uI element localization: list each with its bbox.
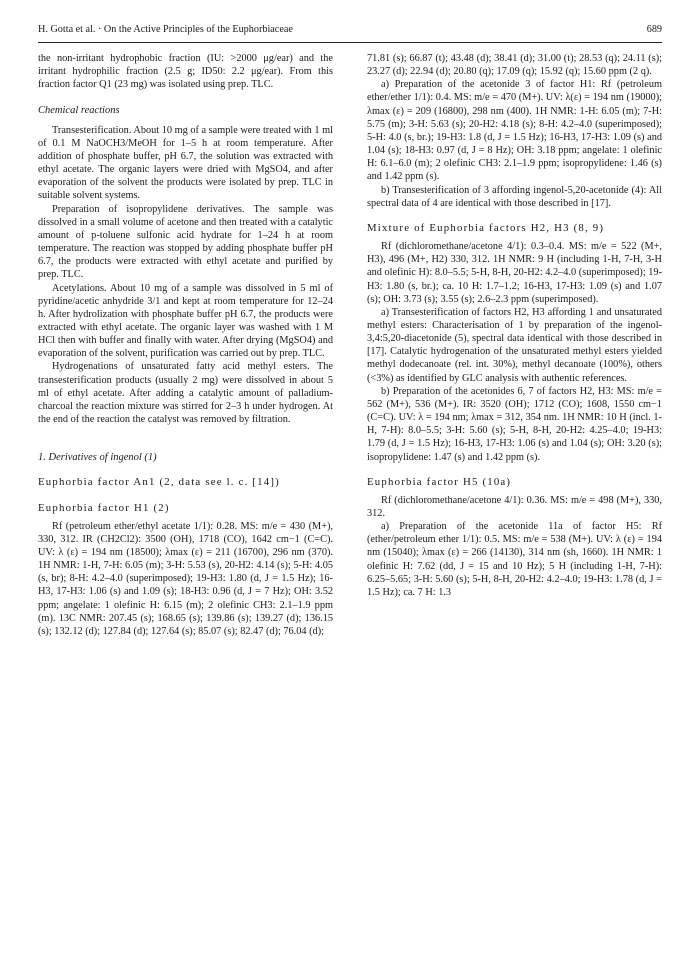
acetylations-paragraph: Acetylations. About 10 mg of a sample was dissolved in 5 ml of pyridine/acetic anhydride 3/1 and kept at room temperature for 12–24 h. After hydrolization with phosphate buffer pH 6.7, the products were extracted with ethyl acetate. The organic layer was washed with 1 M HCl then with buffer and finally with water. After drying (MgSO4) and evaporation of the solvent, purification was carried out by prep. TLC. [38, 282, 333, 360]
mixture-transesterification: a) Transesterification of factors H2, H3 affording 1 and unsaturated methyl esters: Characterisation of 1 by preparation of the ingenol-3,4:5,20-diacetonide (5), spectral data identical with those described in [17]. Catalytic hydrogenation of the unsaturated methyl esters yielded methyl dodecanoate (rel. int. 30%), methyl decanoate (100%), others (<3%) as identified by GLC analysis with authentic references. [367, 306, 662, 384]
heading-factor-h5: Euphorbia factor H5 (10a) [367, 475, 512, 488]
transesterification-paragraph: Transesterification. About 10 mg of a sample were treated with 1 ml of 0.1 M NaOCH3/MeOH for 1–5 h at room temperature. After addition of phosphate buffer, pH 6.7, the solution was extracted with ethyl acetate. The organic layers were dried with MgSO4, and after evaporation of the solvent the products were isolated by prep. TLC in suitable solvent systems. [38, 124, 334, 202]
acetonide-3-paragraph: a) Preparation of the acetonide 3 of factor H1: Rf (petroleum ether/ether 1/1): 0.4. MS: m/e = 470 (M+). UV: λ(ε) = 194 nm (19000); λmax (ε) = 209 (16800), 298 nm (400). 1H NMR: 1-H: 6.05 (m); 7-H: 5.75 (m); 3-H: 5.63 (s); 20-H2: 4.18 (s); 8-H: 4.2–4.0 (superimposed); 5-H: 4.0 (s, br.); 19-H3: 1.8 (d, J = 1.5 Hz); 16-H3, 17-H3: 1.09 (s) and 1.04 (s); 18-H3: 0.97 (d, J = 8 Hz); OH: 3.18 ppm; angelate: 1 olefinic H: 6.1–6.0 (m); 2 olefinic CH3: 2.1–1.9 ppm; isopropylidene: 1.46 (s) and 1.42 ppm (s). [367, 79, 662, 183]
running-header [38, 20, 662, 43]
heading-factor-an1: Euphorbia factor An1 (2, data see l. c. [14]) [38, 476, 280, 489]
section-heading-ingenol: 1. Derivatives of ingenol (1) [38, 452, 157, 464]
right-column [367, 52, 662, 599]
mixture-acetonides: b) Preparation of the acetonides 6, 7 of factors H2, H3: MS: m/e = 562 (M+), 536 (M+). IR: 3520 (OH); 1712 (CO); 1608, 1550 cm−1 (C=C). UV: λ = 194 nm; λmax = 312, 354 nm. 1H NMR: 10 H (incl. 1-H, 7-H): 8.0–5.5; 3-H: 5.60 (s); 5-H, 8-H, 20-H2: 4.25–4.0; 19-H3: 1.79 (d, J = 1.5 Hz); 16-H3, 17-H3: 1.06 (s) and 1.04 (s); OH: 3.20 (s); isopropylidene: 1.47 (s) and 1.42 ppm (s). [367, 385, 662, 463]
hydrogenations-paragraph: Hydrogenations of unsaturated fatty acid methyl esters. The transesterification products (usually 2 mg) were dissolved in about 5 ml of ethyl acetate. After adding a catalytic amount of palladium-charcoal the reaction mixture was stirred for 2–3 h under hydrogen. At the end of the reaction the catalyst was removed by filtration. [38, 361, 333, 426]
factor-h1-data: Rf (petroleum ether/ethyl acetate 1/1): 0.28. MS: m/e = 430 (M+), 330, 312. IR (CH2Cl2): 3500 (OH), 1718 (CO), 1642 cm−1 (C=C). UV: λ (ε) = 194 nm (18500); λmax (ε) = 211 (16700), 296 nm (370). 1H NMR: 1-H, 7-H: 6.05 (m); 3-H: 5.53 (s), 20-H2: 4.14 (s); 5-H: 4.05 (s, br); 8-H: 4.2–4.0 (superimposed); 19-H3: 1.80 (d, J = 1.5 Hz); 16-H3, 17-H3: 1.06 (s) and 1.09 (s); 18-H3: 0.96 (d, J = 7 Hz); OH: 3.52 ppm; angelate: 1 olefinic H: 6.15 (m); 2 olefinic CH3: 2.1–1.9 ppm (m). 13C NMR: 207.45 (s); 168.65 (s); 139.86 (s); 139.27 (d); 136.15 (s); 132.12 (d); 127.84 (d); 127.64 (s); 85.07 (s); 82.47 (d); 76.04 (d); [38, 520, 333, 637]
running-title: H. Gotta et al. · On the Active Principles of the Euphorbiaceae [38, 24, 293, 35]
nmr-continuation: 71.81 (s); 66.87 (t); 43.48 (d); 38.41 (d); 31.00 (t); 28.53 (q); 24.11 (s); 23.27 (d); 22.94 (d); 20.80 (q); 17.09 (q); 15.92 (q); 15.60 ppm (2 q). [367, 53, 662, 78]
mixture-data: Rf (dichloromethane/acetone 4/1): 0.3–0.4. MS: m/e = 522 (M+, H3), 496 (M+, H2) 330, 312. 1H NMR: 9 H (including 1-H, 7-H, 3-H and olefinic H): 8.0–5.5; 5-H, 8-H, 20-H2: 4.2–4.0 (superimposed); 19-H3: 1.80 (s, br.); ca. 10 H: 1.7–1.2; 16-H3, 17-H3: 1.09 (s) and 1.07 (s); OH: 3.73 (s); 3.55 (s); 2.6–2.3 ppm (superimposed). [367, 241, 662, 305]
factor-h5-data: Rf (dichloromethane/acetone 4/1): 0.36. MS: m/e = 498 (M+), 330, 312. [367, 494, 662, 519]
heading-factor-h1: Euphorbia factor H1 (2) [38, 501, 170, 514]
page-number: 689 [646, 24, 662, 35]
heading-mixture-h2-h3: Mixture of Euphorbia factors H2, H3 (8, 9) [367, 221, 605, 234]
factor-h5-acetonide: a) Preparation of the acetonide 11a of factor H5: Rf (ether/petroleum ether 1/1): 0.5. MS: m/e = 538 (M+). UV: λ (ε) = 194 nm (15040); λmax (ε) = 266 (14130), 314 nm (sh, 1660). 1H NMR: 1 olefinic H: 7.62 (dd, J = 15 and 10 Hz); 5 H (including 1-H, 7-H): 6.25–5.65; 3-H: 5.60 (s); 5-H, 8-H, 20-H2: 4.2–4.0; 19-H3: 1.78 (d, J = 1.5 Hz); ca. 7 H: 1.3 [367, 521, 662, 598]
acetonide-4-paragraph: b) Transesterification of 3 affording ingenol-5,20-acetonide (4): All spectral data of 4 are identical with those described in [17]. [367, 184, 662, 209]
intro-paragraph: the non-irritant hydrophobic fraction (IU: >2000 μg/ear) and the irritant hydrophilic fraction (2.5 g; ID50: 2.2 μg/ear). From this fraction factor Q1 (23 mg) was isolated using prep. TLC. [38, 53, 333, 91]
left-column [38, 52, 333, 638]
isopropylidene-paragraph: Preparation of isopropylidene derivatives. The sample was dissolved in a small volume of acetone and then treated with a catalytic amount of p-toluene sulfonic acid hydrate for 1–24 h at room temperature. The reaction was stopped by adding phosphate buffer pH 6.7, the products were extracted with ethyl acetate and purified by prep. TLC. [38, 203, 333, 281]
section-heading-chemical-reactions: Chemical reactions [38, 105, 120, 117]
